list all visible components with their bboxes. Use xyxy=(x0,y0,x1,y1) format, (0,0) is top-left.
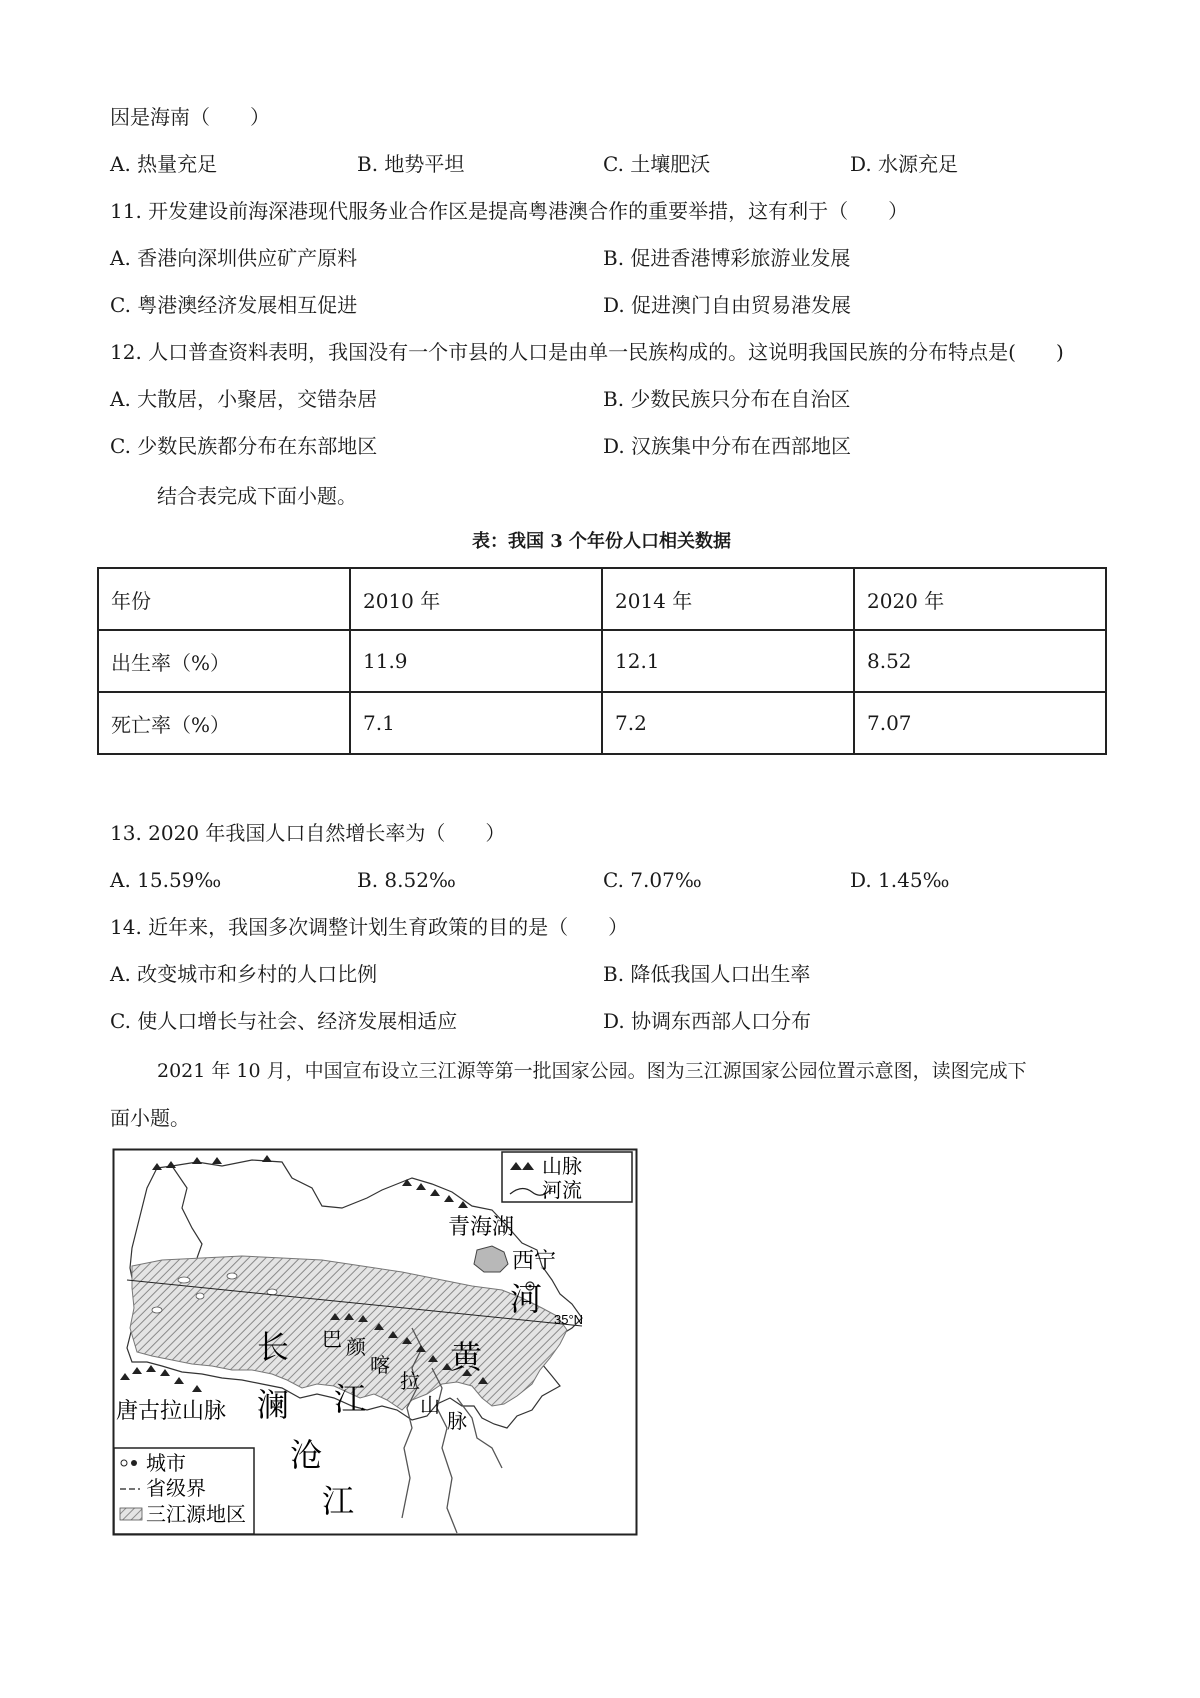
q14-option-a: A. 改变城市和乡村的人口比例 xyxy=(110,962,378,986)
hatch-icon xyxy=(120,1508,142,1520)
city-icon xyxy=(131,1460,137,1466)
q10-stem-tail: 因是海南（ ） xyxy=(110,105,270,129)
q12-stem: 12. 人口普查资料表明，我国没有一个市县的人口是由单一民族构成的。这说明我国民族的分布特点是( ) xyxy=(110,340,1064,364)
q12-option-d: D. 汉族集中分布在西部地区 xyxy=(603,434,852,458)
river-label-lan: 澜 xyxy=(257,1387,290,1423)
lake xyxy=(196,1293,204,1299)
table-cell: 12.1 xyxy=(602,630,854,692)
q12-option-b: B. 少数民族只分布在自治区 xyxy=(603,387,851,411)
river-label-jiang-1: 江 xyxy=(334,1381,367,1417)
lake xyxy=(178,1277,190,1283)
q11-option-d: D. 促进澳门自由贸易港发展 xyxy=(603,293,852,317)
q10-option-c: C. 土壤肥沃 xyxy=(603,152,711,176)
river-label-chang: 长 xyxy=(257,1329,290,1365)
range-label: 拉 xyxy=(400,1371,420,1393)
q11-option-c: C. 粤港澳经济发展相互促进 xyxy=(110,293,358,317)
legend-river-label: 河流 xyxy=(542,1180,582,1202)
legend-province-label: 省级界 xyxy=(146,1478,206,1500)
q13-option-a: A. 15.59‰ xyxy=(110,868,222,892)
q11-stem: 11. 开发建设前海深港现代服务业合作区是提高粤港澳合作的重要举措，这有利于（ ） xyxy=(110,199,909,223)
table-cell: 死亡率（%） xyxy=(98,692,350,754)
city-label: 西宁 xyxy=(512,1248,557,1273)
table-caption: 表：我国 3 个年份人口相关数据 xyxy=(472,531,732,552)
map-intro-line1: 2021 年 10 月，中国宣布设立三江源等第一批国家公园。图为三江源国家公园位置示意图，读图完成下 xyxy=(157,1060,1027,1082)
population-table xyxy=(97,567,1107,755)
table-cell: 年份 xyxy=(98,568,350,630)
q11-option-a: A. 香港向深圳供应矿产原料 xyxy=(110,246,358,270)
sanjiangyuan-map xyxy=(112,1148,638,1536)
river-label-cang: 沧 xyxy=(290,1437,323,1473)
lake xyxy=(227,1273,237,1279)
range-label: 脉 xyxy=(447,1411,467,1433)
q10-option-b: B. 地势平坦 xyxy=(357,152,465,176)
q13-option-c: C. 7.07‰ xyxy=(603,868,702,892)
map-intro-line2: 面小题。 xyxy=(110,1106,190,1130)
latitude-label: 35°N xyxy=(554,1312,584,1327)
legend-city-label: 城市 xyxy=(146,1453,186,1475)
lake-label: 青海湖 xyxy=(448,1214,515,1239)
q14-option-d: D. 协调东西部人口分布 xyxy=(603,1009,812,1033)
lake xyxy=(152,1307,162,1313)
q12-option-a: A. 大散居，小聚居，交错杂居 xyxy=(110,387,378,411)
q10-option-a: A. 热量充足 xyxy=(110,152,218,176)
range-label-tanggula: 唐古拉山脉 xyxy=(116,1398,227,1423)
table-cell: 8.52 xyxy=(854,630,1106,692)
river-label-huang: 黄 xyxy=(450,1339,483,1375)
q12-option-c: C. 少数民族都分布在东部地区 xyxy=(110,434,378,458)
river-label-he: 河 xyxy=(510,1281,543,1317)
table-cell: 2020 年 xyxy=(854,568,1106,630)
range-label: 喀 xyxy=(370,1355,390,1377)
q14-stem: 14. 近年来，我国多次调整计划生育政策的目的是（ ） xyxy=(110,915,629,939)
q11-option-b: B. 促进香港博彩旅游业发展 xyxy=(603,246,851,270)
table-row xyxy=(98,692,1106,754)
q14-option-c: C. 使人口增长与社会、经济发展相适应 xyxy=(110,1009,458,1033)
table-row xyxy=(98,568,1106,630)
legend-sanjiangyuan-label: 三江源地区 xyxy=(146,1504,246,1526)
range-label: 颜 xyxy=(346,1337,366,1359)
table-cell: 7.1 xyxy=(350,692,602,754)
table-cell: 7.2 xyxy=(602,692,854,754)
q13-option-b: B. 8.52‰ xyxy=(357,868,456,892)
city-icon xyxy=(121,1460,127,1466)
table-row xyxy=(98,630,1106,692)
table-cell: 2010 年 xyxy=(350,568,602,630)
table-cell: 11.9 xyxy=(350,630,602,692)
table-cell: 2014 年 xyxy=(602,568,854,630)
range-label: 巴 xyxy=(322,1329,342,1351)
table-intro: 结合表完成下面小题。 xyxy=(157,484,357,508)
legend-mountain-label: 山脉 xyxy=(542,1156,582,1178)
table-cell: 7.07 xyxy=(854,692,1106,754)
range-label: 山 xyxy=(420,1395,440,1417)
q13-stem: 13. 2020 年我国人口自然增长率为（ ） xyxy=(110,821,506,845)
q10-option-d: D. 水源充足 xyxy=(850,152,959,176)
table-cell: 出生率（%） xyxy=(98,630,350,692)
q13-option-d: D. 1.45‰ xyxy=(850,868,950,892)
q14-option-b: B. 降低我国人口出生率 xyxy=(603,962,811,986)
river-label-jiang-2: 江 xyxy=(322,1483,355,1519)
